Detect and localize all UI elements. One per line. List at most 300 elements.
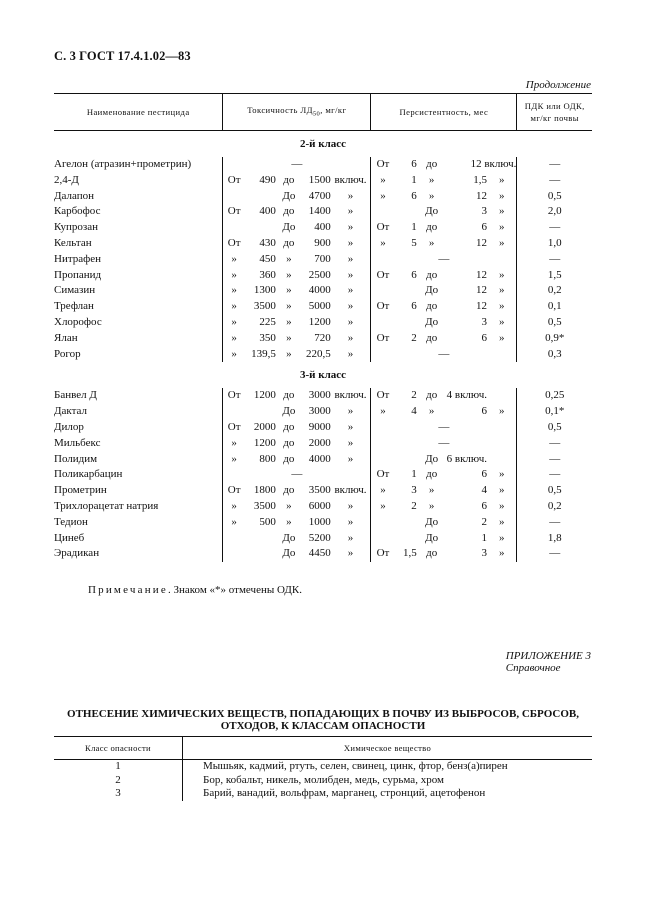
persistence-dash: — [371,436,517,452]
pesticide-name: Цинеб [54,531,85,544]
toxicity-cell: 400 [259,205,276,218]
toxicity-cell: до [283,205,295,218]
toxicity-cell: » [347,236,354,249]
persistence-cell: 1,5 [402,547,417,560]
table2-body [54,760,592,801]
persistence-cell: От [371,268,395,284]
persistence-cell: 2 [481,515,487,528]
table-row [54,531,592,547]
pesticide-name: Карбофос [54,205,101,218]
persistence-cell: » [498,300,505,313]
persistence-cell [395,452,417,468]
toxicity-cell: » [347,499,354,512]
pesticide-name: Трефлан [54,300,94,313]
toxicity-cell: 800 [259,452,276,465]
pesticide-name: Трихлорацетат натрия [54,499,159,512]
toxicity-cell: » [347,420,354,433]
persistence-cell: 12 включ. [470,158,517,170]
persistence-cell: 6 [411,189,417,202]
toxicity-cell: 220,5 [306,347,331,360]
page-header: С. 3 ГОСТ 17.4.1.02—83 [54,49,191,63]
pesticide-name: Тедион [54,515,88,528]
pesticide-name: Мильбекс [54,436,101,449]
pdk-cell: 0,3 [517,347,592,363]
table2-row [54,760,592,774]
toxicity-cell: » [347,331,354,344]
persistence-cell: до [426,221,438,234]
pdk-cell: 1,5 [517,268,592,284]
toxicity-cell: » [286,252,292,265]
persistence-cell: От [371,546,395,562]
persistence-cell: до [426,158,438,170]
toxicity-cell: » [347,205,354,218]
persistence-cell: 5 [411,236,417,249]
persistence-cell: до [426,389,438,402]
toxicity-cell: » [286,315,292,328]
toxicity-cell: 2000 [253,420,276,433]
toxicity-cell: до [283,436,295,449]
pdk-cell: — [517,173,592,189]
persistence-cell: до [426,268,438,281]
pdk-cell: 0,2 [517,283,592,299]
toxicity-cell: 225 [259,315,276,328]
persistence-cell: 4 [411,405,417,418]
toxicity-cell [223,546,245,562]
persistence-cell: » [498,405,505,418]
persistence-cell: От [371,467,395,483]
pdk-cell: 0,5 [517,483,592,499]
pdk-cell: 0,1* [517,404,592,420]
pesticide-name: Рогор [54,347,81,360]
appendix-label: ПРИЛОЖЕНИЕ 3 Справочное [505,650,591,674]
persistence-cell: » [371,499,395,515]
table-row [54,236,592,252]
persistence-cell: » [371,404,395,420]
pesticide-name: Хлорофос [54,315,102,328]
pdk-cell: 1,0 [517,236,592,252]
toxicity-cell: до [283,236,295,249]
persistence-cell: До [425,205,439,218]
section-title: 2-й класс [299,138,347,150]
pesticide-name: Дактал [54,405,87,418]
table-row [54,483,592,499]
toxicity-cell: » [347,515,354,528]
persistence-cell [371,315,395,331]
persistence-cell [371,204,395,220]
toxicity-cell: 9000 [308,420,331,433]
toxicity-cell: » [347,436,354,449]
toxicity-cell: До [282,547,296,560]
toxicity-cell: От [223,483,245,499]
toxicity-cell: » [223,515,245,531]
pdk-cell: — [517,252,592,268]
table-header-row [54,94,592,131]
toxicity-cell: 1200 [253,436,276,449]
persistence-cell: От [371,388,395,404]
persistence-cell: 3 [481,315,487,328]
persistence-cell [371,531,395,547]
persistence-cell: » [428,484,435,497]
persistence-cell: 1 [481,531,487,544]
persistence-cell: От [371,157,395,173]
toxicity-cell: 6000 [308,499,331,512]
pdk-cell: 1,8 [517,531,592,547]
pesticide-name: Купрозан [54,221,99,234]
section-title-row [54,362,592,388]
toxicity-cell: 1500 [308,173,331,186]
persistence-cell: » [371,483,395,499]
pdk-cell: 2,0 [517,204,592,220]
toxicity-cell: 400 [314,221,331,234]
pdk-cell: 0,2 [517,499,592,515]
persistence-cell: » [428,405,435,418]
pdk-cell: — [517,436,592,452]
table-row [54,467,592,483]
persistence-dash: — [371,347,517,363]
pdk-cell: — [517,452,592,468]
persistence-cell: 6 включ. [446,452,487,465]
toxicity-cell: » [223,252,245,268]
toxicity-cell: 139,5 [251,347,276,360]
table-row [54,315,592,331]
toxicity-cell: » [286,300,292,313]
persistence-cell: до [426,300,438,313]
pdk-cell: 0,9* [517,331,592,347]
pdk-cell: — [517,157,592,173]
toxicity-cell: » [286,268,292,281]
persistence-cell: » [498,531,505,544]
persistence-cell: » [428,189,435,202]
persistence-cell: » [428,236,435,249]
persistence-cell: 6 [411,158,417,170]
persistence-cell: 6 [411,268,417,281]
persistence-cell: » [498,268,505,281]
toxicity-cell: » [286,331,292,344]
pesticide-name: Ялан [54,331,78,344]
header-toxicity: Токсичность $ЛД_{50}$, мг/кг [223,94,371,131]
toxicity-cell: » [347,252,354,265]
toxicity-cell: » [347,221,354,234]
toxicity-cell: 3000 [308,389,331,402]
header-persistence: Персистентность, мес [371,94,517,131]
persistence-cell [395,515,417,531]
persistence-cell [395,531,417,547]
table-row [54,546,592,562]
toxicity-cell: До [282,405,296,418]
toxicity-cell: 360 [259,268,276,281]
pesticide-name: Банвел Д [54,389,97,402]
table-body [54,131,592,563]
persistence-cell: » [498,331,505,344]
toxicity-cell: до [283,420,295,433]
table2-row [54,774,592,788]
table-row [54,189,592,205]
toxicity-cell: » [347,531,354,544]
toxicity-cell [245,404,276,420]
table-row [54,515,592,531]
toxicity-cell: 490 [259,173,276,186]
persistence-cell: 1,5 [473,173,487,186]
persistence-cell: 12 [476,284,487,297]
header-name: Наименование пестицида [54,94,223,131]
toxicity-cell: » [286,284,292,297]
pesticide-name: 2,4-Д [54,173,79,186]
persistence-cell: 6 [481,499,487,512]
pesticide-name: Эрадикан [54,547,100,560]
pesticide-name: Пропанид [54,268,102,281]
section-title-row [54,131,592,158]
persistence-cell: до [426,547,438,560]
header-class: Класс опасности [54,737,183,760]
toxicity-cell: От [223,173,245,189]
toxicity-cell: 1800 [253,484,276,497]
toxicity-cell: » [347,547,354,560]
persistence-cell: 6 [481,405,487,418]
toxicity-cell: » [223,499,245,515]
persistence-cell: » [498,284,505,297]
persistence-cell: До [425,452,439,465]
persistence-cell: До [425,531,439,544]
table-row [54,299,592,315]
persistence-cell: 2 [411,331,417,344]
toxicity-cell: » [347,405,354,418]
persistence-cell: » [371,189,395,205]
pesticide-name: Дилор [54,420,84,433]
toxicity-cell: » [223,436,245,452]
toxicity-cell: 1200 [253,389,276,402]
table-row [54,347,592,363]
persistence-cell: 12 [476,189,487,202]
persistence-cell: » [498,515,505,528]
toxicity-cell: включ. [334,173,367,186]
toxicity-cell: До [282,189,296,202]
table2-row [54,787,592,801]
toxicity-cell: 430 [259,236,276,249]
toxicity-cell: 5200 [308,531,331,544]
table-row [54,268,592,284]
pdk-cell: — [517,546,592,562]
toxicity-cell: 2500 [308,268,331,281]
persistence-cell [487,452,517,468]
pesticide-name: Нитрафен [54,252,102,265]
persistence-cell: От [371,299,395,315]
toxicity-cell: 1300 [253,284,276,297]
pdk-cell: 0,25 [517,388,592,404]
persistence-cell: » [371,236,395,252]
toxicity-cell: » [223,347,245,363]
persistence-cell: 6 [481,468,487,481]
toxicity-cell [223,404,245,420]
persistence-cell: 12 [476,236,487,249]
pesticide-name: Прометрин [54,484,107,497]
toxicity-cell [223,189,245,205]
toxicity-cell: 3000 [308,405,331,418]
toxicity-cell: 3500 [308,484,331,497]
persistence-cell: 6 [481,331,487,344]
toxicity-cell: » [347,189,354,202]
toxicity-dash: — [223,467,371,483]
persistence-cell: 4 включ. [446,389,487,402]
persistence-cell: До [425,515,439,528]
pesticide-name: Полидим [54,452,98,465]
header-substance: Химическое вещество [183,737,593,760]
persistence-cell: До [425,315,439,328]
toxicity-cell [245,189,276,205]
pdk-cell: — [517,467,592,483]
table-row [54,204,592,220]
table-row [54,252,592,268]
persistence-cell: » [498,315,505,328]
persistence-cell: 4 [481,484,487,497]
pesticide-name: Далапон [54,189,94,202]
persistence-cell: » [498,484,505,497]
persistence-cell: до [426,468,438,481]
toxicity-cell: » [286,515,292,528]
table-row [54,404,592,420]
table-row [54,388,592,404]
toxicity-cell: 350 [259,331,276,344]
toxicity-cell [223,220,245,236]
toxicity-cell [245,531,276,547]
persistence-cell: 1 [411,221,417,234]
toxicity-cell: включ. [334,484,367,497]
pesticide-name: Агелон (атразин+прометрин) [54,158,192,170]
table-row [54,436,592,452]
table2-header-row [54,737,592,760]
persistence-cell: 6 [481,221,487,234]
toxicity-cell: до [283,389,295,402]
toxicity-cell: включ. [334,389,367,402]
header-pdk: ПДК или ОДК, мг/кг почвы [517,94,592,131]
persistence-cell: » [498,547,505,560]
toxicity-cell: 450 [259,252,276,265]
pesticide-name: Кельтан [54,236,92,249]
pesticide-table [54,93,592,562]
toxicity-cell: » [347,268,354,281]
pdk-cell: 0,1 [517,299,592,315]
toxicity-cell: 1400 [308,205,331,218]
toxicity-cell: 720 [314,331,331,344]
toxicity-cell: » [347,300,354,313]
toxicity-cell: 1000 [308,515,331,528]
persistence-cell [371,452,395,468]
persistence-dash: — [371,252,517,268]
toxicity-cell: до [283,452,295,465]
toxicity-cell [245,546,276,562]
toxicity-cell [223,531,245,547]
persistence-cell: » [428,173,435,186]
pdk-cell: — [517,220,592,236]
pdk-cell: — [517,515,592,531]
toxicity-cell: 5000 [308,300,331,313]
persistence-cell: » [498,189,505,202]
persistence-cell: » [498,236,505,249]
toxicity-cell: » [347,347,354,360]
chemical-substance: Мышьяк, кадмий, ртуть, селен, свинец, цинк, фтор, бенз(а)пирен [183,760,593,774]
persistence-cell: » [428,499,435,512]
persistence-cell: » [498,173,505,186]
persistence-cell [395,315,417,331]
persistence-cell: » [498,499,505,512]
hazard-class-table [54,736,592,801]
persistence-cell: 3 [481,547,487,560]
hazard-class: 1 [115,760,121,772]
table-row [54,420,592,436]
pdk-cell: 0,5 [517,315,592,331]
table-row [54,157,592,173]
toxicity-cell: » [347,452,354,465]
table-row [54,331,592,347]
pdk-cell: 0,5 [517,189,592,205]
table-row [54,499,592,515]
persistence-cell [395,283,417,299]
toxicity-cell: 3500 [253,499,276,512]
hazard-class: 2 [115,773,121,786]
table-row [54,173,592,189]
pesticide-name: Симазин [54,284,96,297]
persistence-cell: 12 [476,300,487,313]
toxicity-cell: От [223,420,245,436]
toxicity-cell: 700 [314,252,331,265]
persistence-cell: 3 [481,205,487,218]
toxicity-cell: От [223,388,245,404]
toxicity-cell: » [347,284,354,297]
toxicity-cell: От [223,204,245,220]
toxicity-cell: 500 [259,515,276,528]
toxicity-cell: » [223,283,245,299]
toxicity-cell: До [282,531,296,544]
toxicity-cell: » [223,315,245,331]
toxicity-cell: 1200 [308,315,331,328]
toxicity-dash: — [223,157,371,173]
toxicity-cell: От [223,236,245,252]
persistence-cell: 2 [411,499,417,512]
persistence-dash: — [371,420,517,436]
toxicity-cell: до [283,484,295,497]
persistence-cell [395,204,417,220]
persistence-cell [371,515,395,531]
toxicity-cell: » [286,499,292,512]
persistence-cell: » [498,205,505,218]
persistence-cell [371,283,395,299]
persistence-cell: 3 [411,484,417,497]
appendix-heading: ОТНЕСЕНИЕ ХИМИЧЕСКИХ ВЕЩЕСТВ, ПОПАДАЮЩИХ В ПОЧВУ ИЗ ВЫБРОСОВ, СБРОСОВ, ОТХОДОВ, К КЛАССАМ ОПАСНОСТИ [67,708,579,732]
toxicity-cell: » [223,452,245,468]
table-note: Примечание. Знаком «*» отмечены ОДК. [88,584,302,596]
persistence-cell: » [371,173,395,189]
persistence-cell: 12 [476,268,487,281]
continuation-label: Продолжение [525,79,591,91]
toxicity-cell: » [223,299,245,315]
hazard-class: 3 [115,787,121,799]
chemical-substance: Барий, ванадий, вольфрам, марганец, стронций, ацетофенон [183,787,593,801]
toxicity-cell: До [282,221,296,234]
table-row [54,283,592,299]
pdk-cell: 0,5 [517,420,592,436]
persistence-cell: 2 [411,389,417,402]
toxicity-cell: 4000 [308,284,331,297]
persistence-cell: до [426,331,438,344]
toxicity-cell: 4700 [308,189,331,202]
toxicity-cell: » [223,331,245,347]
persistence-cell: » [498,221,505,234]
persistence-cell: 1 [411,173,417,186]
persistence-cell: От [371,220,395,236]
toxicity-cell: » [223,268,245,284]
table-row [54,452,592,468]
toxicity-cell: 3500 [253,300,276,313]
toxicity-cell: » [286,347,292,360]
